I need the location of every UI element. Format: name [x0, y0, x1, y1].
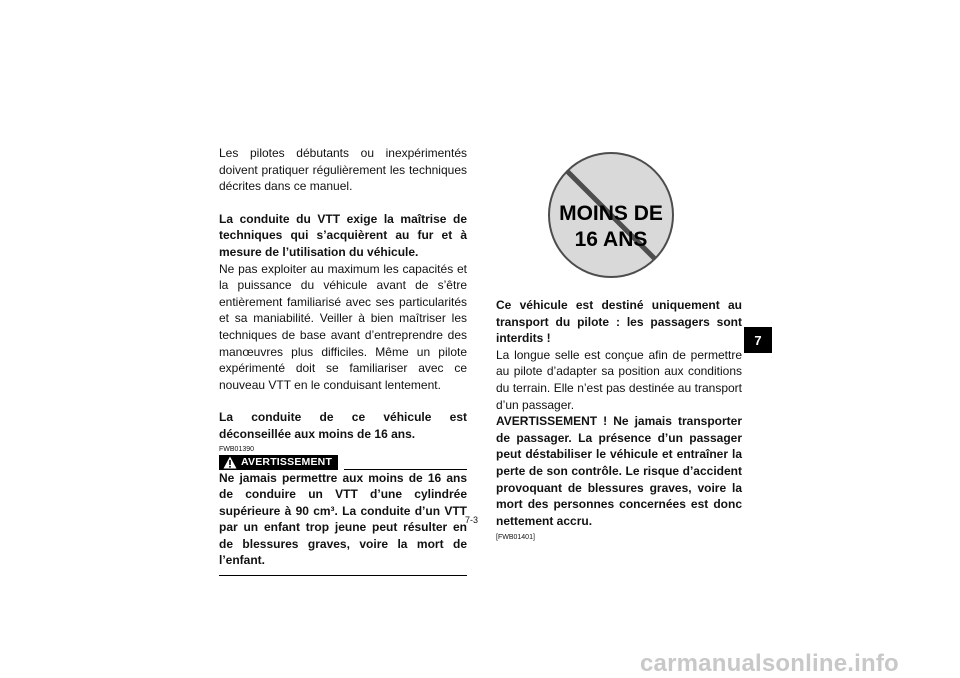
- warning-badge: [219, 455, 338, 470]
- right-heading: Ce véhicule est destiné uniquement au transport du pilote : les passagers sont interdits !: [496, 298, 742, 346]
- warning-header: [219, 455, 467, 470]
- section-heading-1: La conduite du VTT exige la maîtrise de techniques qui s’acquièrent au fur et à mesure de l’utilisation du véhicule.: [219, 211, 467, 259]
- right-body: La longue selle est conçue afin de permettre au pilote d’adapter sa position aux conditions du terrain. Elle n’est pas destinée au transport d’un passager.: [496, 347, 742, 412]
- reference-code: FWB01390: [219, 445, 255, 453]
- right-reference-code: [FWB01401]: [496, 534, 535, 542]
- right-column: [496, 297, 742, 542]
- left-column: [219, 145, 467, 576]
- watermark: carmanualsonline.info: [640, 650, 899, 677]
- chapter-tab: 7: [744, 327, 772, 353]
- warning-triangle-icon: [223, 456, 237, 469]
- page-number: 7-3: [465, 515, 479, 525]
- sign-text-line1: MOINS DE: [559, 202, 663, 225]
- sign-text-line2: 16 ANS: [574, 228, 648, 251]
- section-heading-2: La conduite de ce véhicule est déconseillée aux moins de 16 ans.: [219, 410, 467, 441]
- intro-paragraph: Les pilotes débutants ou inexpérimentés doivent pratiquer régulièrement les techniques décrites dans ce manuel.: [219, 146, 467, 194]
- right-warning-text: AVERTISSEMENT ! Ne jamais transporter de passager. La présence d’un passager peut déstabiliser le véhicule et entraîner la perte de son contrôle. Le risque d’accident provoquant de blessures graves, voire la mort des personnes concernées est donc nettement accru.: [496, 414, 742, 528]
- warning-end-rule: [219, 575, 467, 576]
- warning-text: Ne jamais permettre aux moins de 16 ans de conduire un VTT d’une cylindrée supérieure à 90 cm³. La conduite d’un VTT par un enfant trop jeune peut résulter en de blessures graves, voire la mort de l’enfant.: [219, 470, 467, 568]
- warning-label: AVERTISSEMENT: [241, 455, 333, 468]
- no-under-16-sign: [546, 150, 676, 280]
- body-paragraph-1: Ne pas exploiter au maximum les capacités et la puissance du véhicule avant de s’être entièrement familiarisé avec ses particularités et sa maniabilité. Veiller à bien maîtriser les techniques de base avant d’entreprendre des manœuvres plus difficiles. Même un pilote expérimenté doit se familiariser avec ce nouveau VTT en le conduisant lentement.: [219, 261, 467, 392]
